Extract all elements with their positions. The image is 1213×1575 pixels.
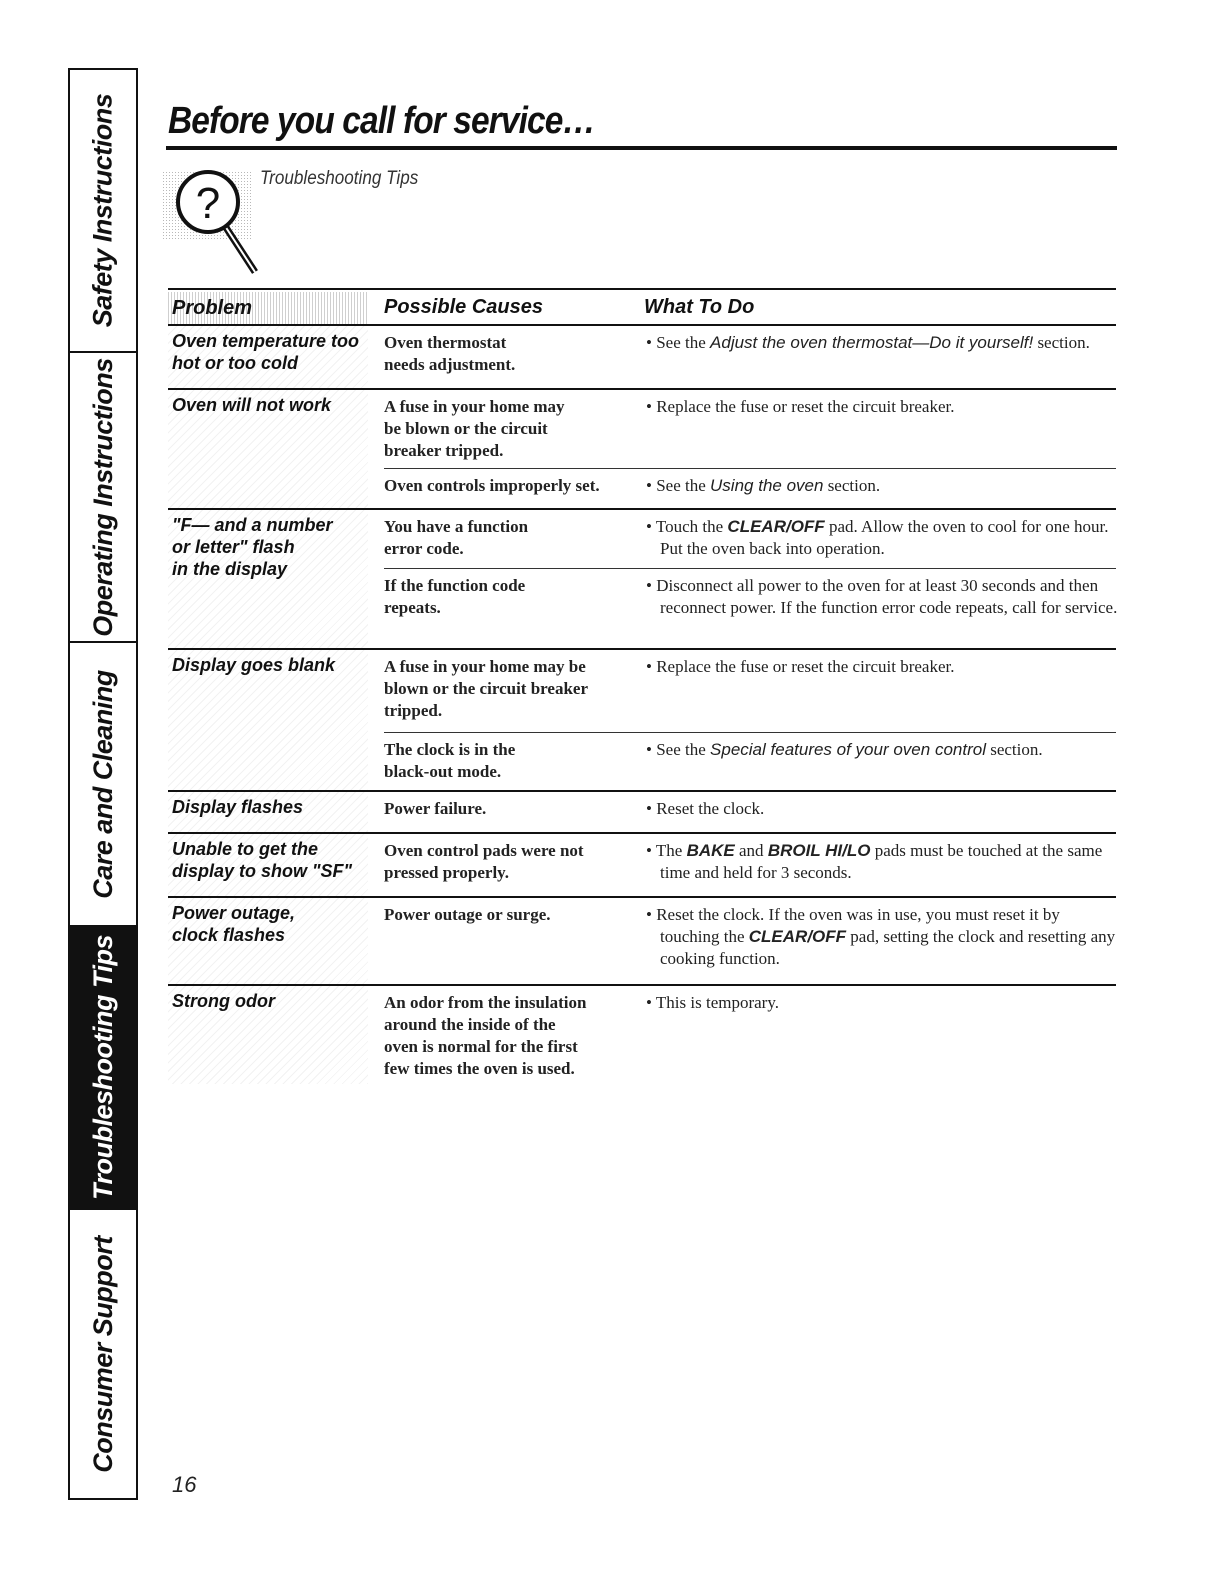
problem-text: Display flashes — [172, 797, 304, 817]
question-glyph: ? — [195, 179, 221, 228]
what-to-do: • Reset the clock. — [646, 799, 765, 818]
problem-cell — [168, 898, 368, 984]
problem-cell — [168, 986, 368, 1084]
table-row — [168, 790, 1116, 832]
header-problem-cell — [168, 292, 368, 324]
cause-item — [384, 898, 1116, 986]
problem-cell — [168, 390, 368, 508]
page-number: 16 — [172, 1472, 197, 1497]
problem-cell — [168, 326, 368, 388]
page-title: Before you call for service… — [168, 100, 595, 142]
header-problem: Problem — [172, 296, 253, 319]
cause-item — [384, 834, 1116, 898]
tab-label: Care and Cleaning — [87, 669, 118, 899]
possible-cause: You have a function error code. — [384, 517, 529, 558]
possible-cause: A fuse in your home may be blown or the circuit breaker tripped. — [384, 657, 588, 720]
possible-cause: Power failure. — [384, 799, 487, 818]
what-to-do: • See the Special features of your oven control section. — [646, 740, 1043, 759]
what-to-do: • Replace the fuse or reset the circuit breaker. — [646, 397, 955, 416]
tab-consumer-support[interactable] — [70, 1208, 136, 1498]
problem-text: Unable to get the display to show "SF" — [172, 839, 353, 881]
what-to-do: • See the Using the oven section. — [646, 476, 881, 495]
table-row — [168, 388, 1116, 508]
tab-label: Operating Instructions — [87, 357, 118, 637]
problem-text: Display goes blank — [172, 655, 336, 675]
what-to-do: • Reset the clock. If the oven was in use, you must reset it by touching the CLEAR/OFF pad, setting the clock and resetting any cooking function. — [646, 905, 1116, 968]
possible-cause: Oven control pads were not pressed properly. — [384, 841, 584, 882]
possible-cause: The clock is in the black-out mode. — [384, 740, 516, 781]
problem-cell — [168, 792, 368, 832]
header-what-to-do: What To Do — [644, 296, 755, 318]
table-row — [168, 648, 1116, 790]
tab-safety-instructions[interactable] — [70, 68, 136, 351]
what-to-do: • Replace the fuse or reset the circuit breaker. — [646, 657, 955, 676]
problem-cell — [168, 650, 368, 790]
what-to-do: • See the Adjust the oven thermostat—Do it yourself! section. — [646, 333, 1090, 352]
cause-item — [384, 986, 1116, 1086]
what-to-do: • Touch the CLEAR/OFF pad. Allow the oven to cool for one hour. Put the oven back into operation. — [646, 517, 1109, 558]
table-row — [168, 326, 1116, 388]
what-to-do: • The BAKE and BROIL HI/LO pads must be touched at the same time and held for 3 seconds. — [646, 841, 1103, 882]
section-label: Troubleshooting Tips — [260, 168, 419, 189]
problem-text: "F— and a number or letter" flash in the display — [172, 515, 333, 579]
cause-item — [384, 650, 1116, 732]
problem-text: Oven temperature too hot or too cold — [172, 331, 360, 373]
cause-item — [384, 468, 1116, 510]
cause-item — [384, 390, 1116, 468]
cause-item — [384, 510, 1116, 568]
tab-operating-instructions[interactable] — [70, 351, 136, 641]
tab-label: Safety Instructions — [87, 93, 118, 328]
problem-cell — [168, 510, 368, 648]
problem-text: Strong odor — [172, 991, 275, 1011]
what-to-do: • Disconnect all power to the oven for at least 30 seconds and then reconnect power. If the function error code repeats, call for service. — [646, 576, 1118, 617]
tab-care-and-cleaning[interactable] — [70, 641, 136, 925]
cause-item — [384, 568, 1116, 650]
section-tabs — [68, 68, 138, 1500]
tab-label: Troubleshooting Tips — [87, 935, 118, 1200]
problem-cell — [168, 834, 368, 896]
possible-cause: Oven thermostat needs adjustment. — [384, 333, 516, 374]
table-row — [168, 508, 1116, 648]
possible-cause: If the function code repeats. — [384, 576, 526, 617]
title-divider — [166, 146, 1117, 150]
possible-cause: Power outage or surge. — [384, 905, 551, 924]
table-row — [168, 896, 1116, 984]
possible-cause: A fuse in your home may be blown or the circuit breaker tripped. — [384, 397, 565, 460]
question-magnifier-icon — [163, 160, 258, 280]
cause-item — [384, 326, 1116, 388]
table-row — [168, 832, 1116, 896]
problem-text: Power outage, clock flashes — [172, 903, 296, 945]
table-row — [168, 984, 1116, 1084]
possible-cause: An odor from the insulation around the inside of the oven is normal for the first few times the oven is used. — [384, 993, 587, 1078]
problem-text: Oven will not work — [172, 395, 332, 415]
cause-item — [384, 732, 1116, 792]
table-header — [168, 288, 1116, 326]
header-possible-causes: Possible Causes — [384, 296, 543, 318]
possible-cause: Oven controls improperly set. — [384, 476, 600, 495]
tab-troubleshooting-tips[interactable] — [70, 925, 136, 1208]
tab-label: Consumer Support — [87, 1235, 118, 1473]
what-to-do: • This is temporary. — [646, 993, 779, 1012]
cause-item — [384, 792, 1116, 834]
